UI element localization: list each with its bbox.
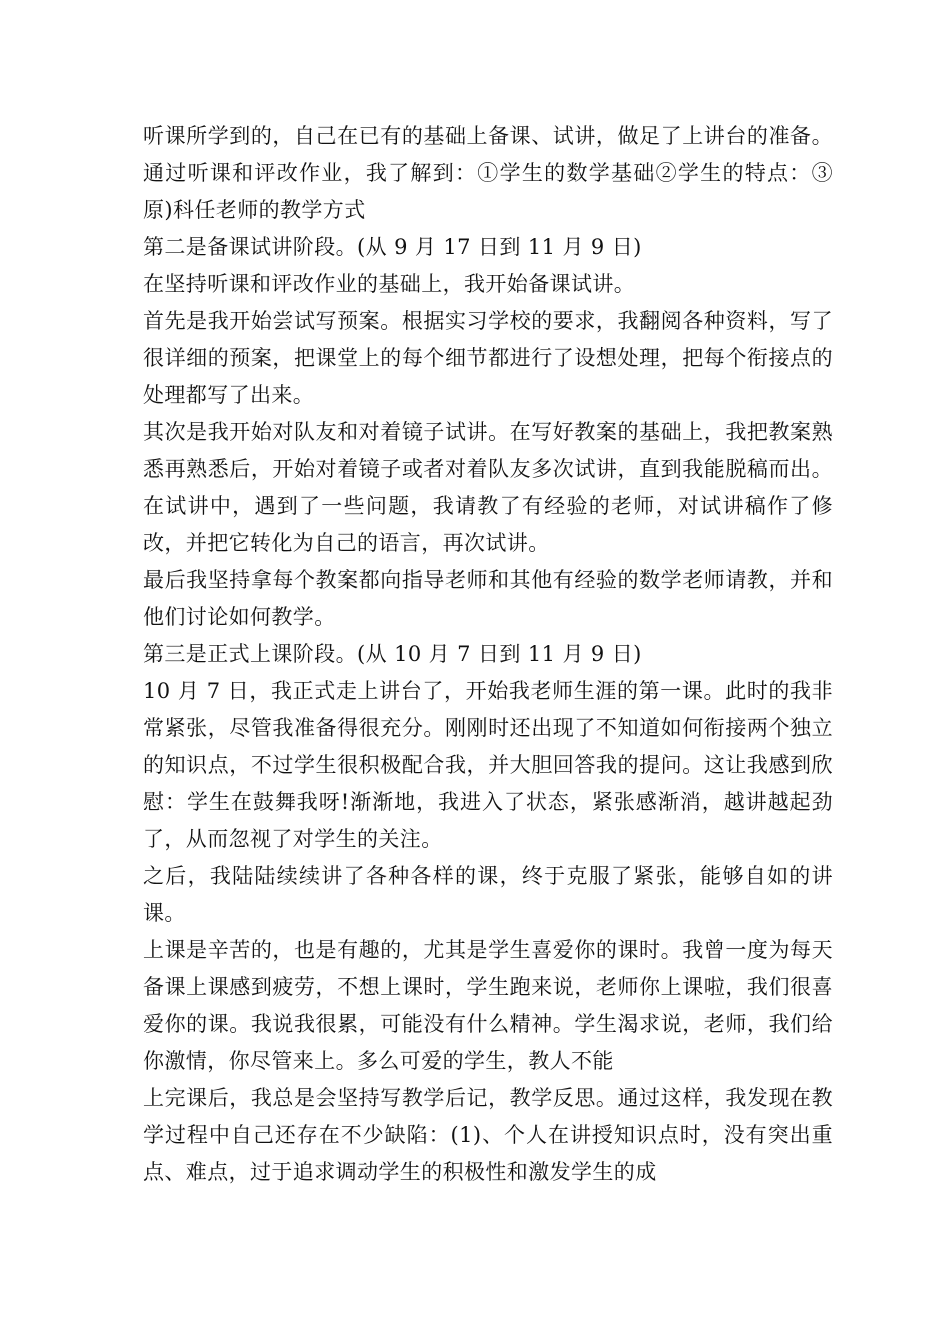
paragraph-10: 上课是辛苦的，也是有趣的，尤其是学生喜爱你的课时。我曾一度为每天备课上课感到疲劳，不想上课时，学生跑来说，老师你上课啦，我们很喜爱你的课。我说我很累，可能没有什么精神。学生渴求说，老师，我们给你激情，你尽管来上。多么可爱的学生，教人不能 — [143, 938, 833, 1073]
paragraph-1: 听课所学到的，自己在已有的基础上备课、试讲，做足了上讲台的准备。通过听课和评改作业，我了解到：①学生的数学基础②学生的特点：③原)科任老师的教学方式 — [143, 124, 833, 222]
paragraph-7: 第三是正式上课阶段。(从 10 月 7 日到 11 月 9 日) — [143, 642, 642, 666]
paragraph-11: 上完课后，我总是会坚持写教学后记，教学反思。通过这样，我发现在教学过程中自己还存在不少缺陷：(1)、个人在讲授知识点时，没有突出重点、难点，过于追求调动学生的积极性和激发学生的成 — [143, 1086, 833, 1184]
paragraph-9: 之后，我陆陆续续讲了各种各样的课，终于克服了紧张，能够自如的讲课。 — [143, 864, 833, 925]
paragraph-6: 最后我坚持拿每个教案都向指导老师和其他有经验的数学老师请教，并和他们讨论如何教学。 — [143, 568, 833, 629]
paragraph-2: 第二是备课试讲阶段。(从 9 月 17 日到 11 月 9 日) — [143, 235, 642, 259]
paragraph-8: 10 月 7 日，我正式走上讲台了，开始我老师生涯的第一课。此时的我非常紧张，尽管我准备得很充分。刚刚时还出现了不知道如何衔接两个独立的知识点，不过学生很积极配合我，并大胆回答我的提问。这让我感到欣慰：学生在鼓舞我呀!渐渐地，我进入了状态，紧张感渐消，越讲越起劲了，从而忽视了对学生的关注。 — [143, 679, 833, 851]
paragraph-3: 在坚持听课和评改作业的基础上，我开始备课试讲。 — [143, 272, 636, 296]
document-body — [143, 118, 833, 1191]
paragraph-5: 其次是我开始对队友和对着镜子试讲。在写好教案的基础上，我把教案熟悉再熟悉后，开始对着镜子或者对着队友多次试讲，直到我能脱稿而出。在试讲中，遇到了一些问题，我请教了有经验的老师，对试讲稿作了修改，并把它转化为自己的语言，再次试讲。 — [143, 420, 833, 555]
paragraph-4: 首先是我开始尝试写预案。根据实习学校的要求，我翻阅各种资料，写了很详细的预案，把课堂上的每个细节都进行了设想处理，把每个衔接点的处理都写了出来。 — [143, 309, 833, 407]
